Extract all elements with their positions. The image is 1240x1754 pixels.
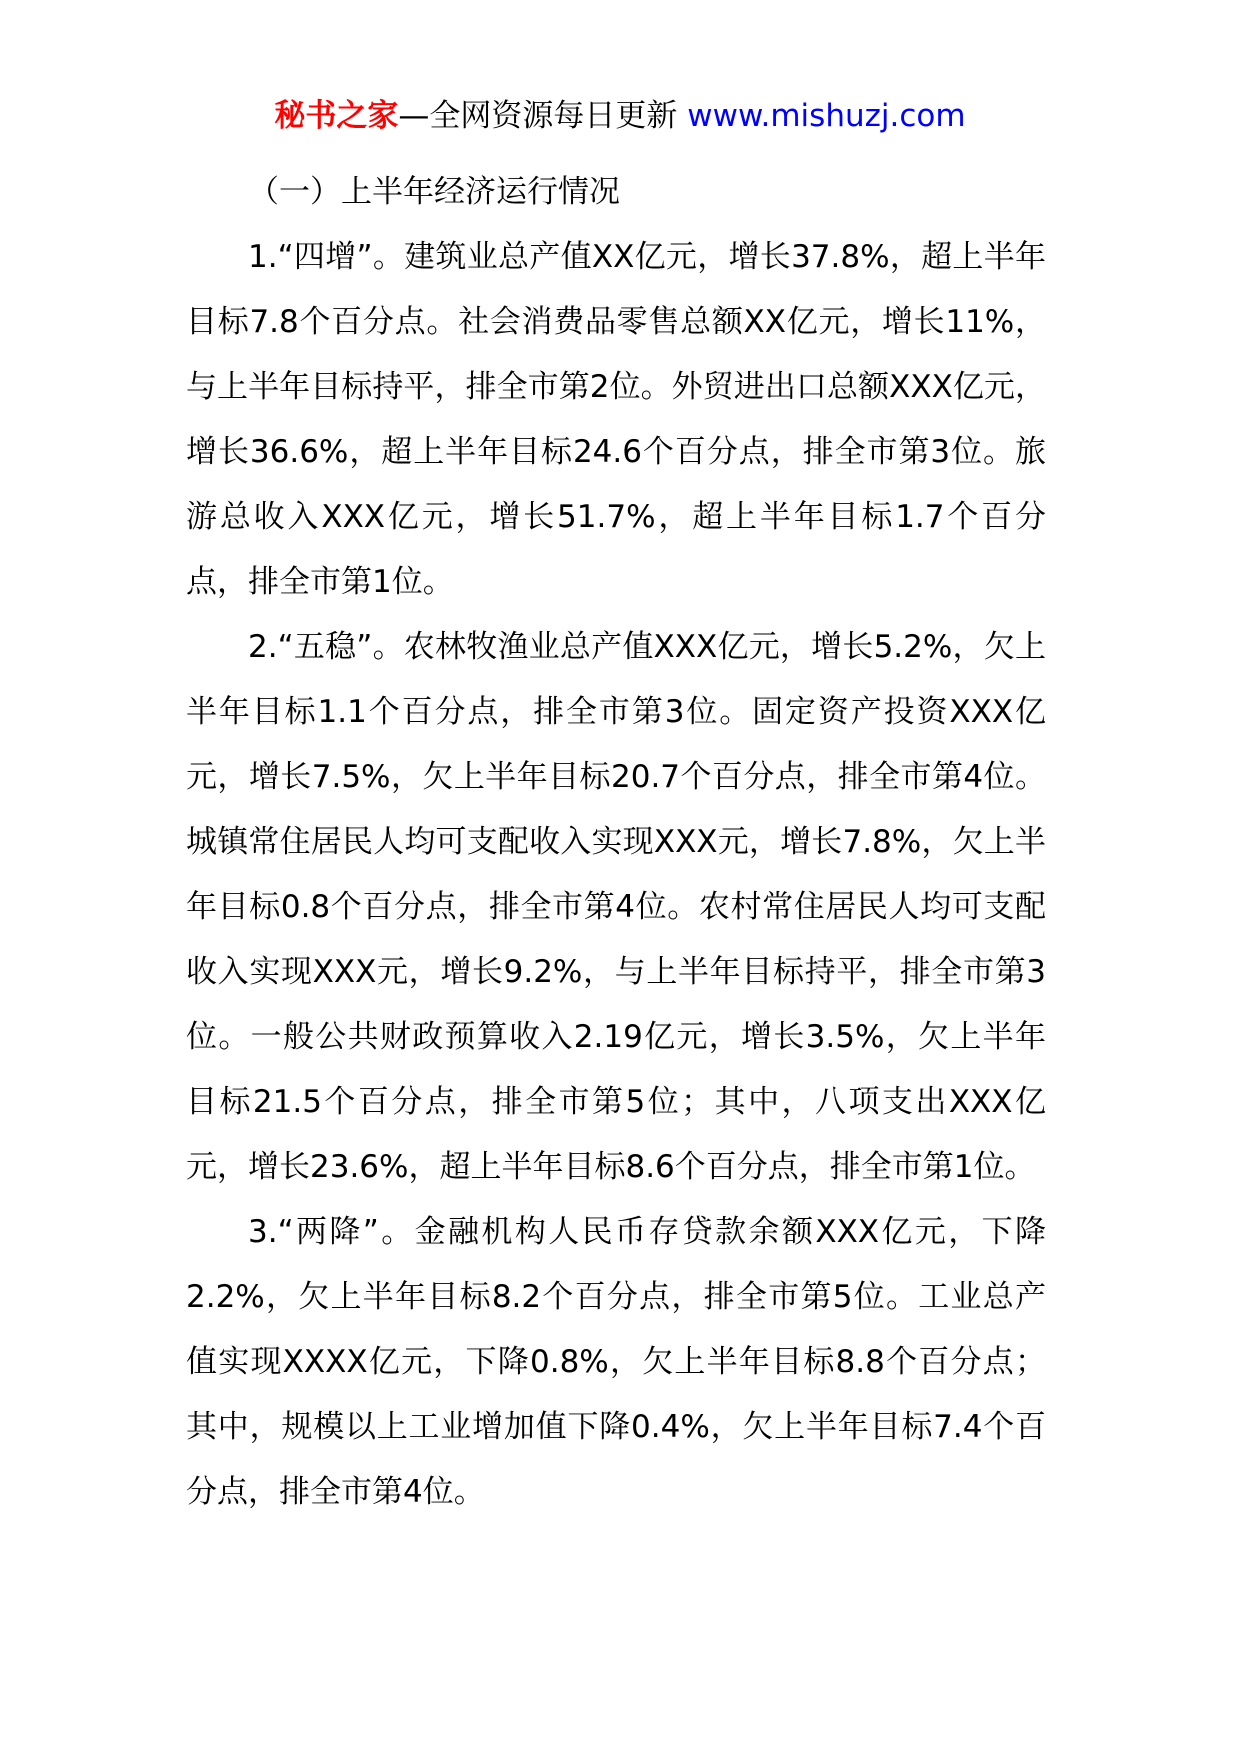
section-title: （一）上半年经济运行情况 xyxy=(248,174,620,210)
document-body xyxy=(186,160,1046,1525)
brand-name: 秘书之家 xyxy=(274,98,399,134)
paragraph-four-increases: 1.“四增”。建筑业总产值XX亿元，增长37.8%，超上半年目标7.8个百分点。社会消费品零售总额XX亿元，增长11%，与上半年目标持平，排全市第2位。外贸进出口总额XXX亿元，增长36.6%，超上半年目标24.6个百分点，排全市第3位。旅游总收入XXX亿元，增长51.7%，超上半年目标1.7个百分点，排全市第1位。 xyxy=(186,239,1046,600)
page-header xyxy=(0,96,1240,136)
header-tagline: —全网资源每日更新 xyxy=(398,98,678,134)
paragraph-five-stable: 2.“五稳”。农林牧渔业总产值XXX亿元，增长5.2%，欠上半年目标1.1个百分点，排全市第3位。固定资产投资XXX亿元，增长7.5%，欠上半年目标20.7个百分点，排全市第4位。城镇常住居民人均可支配收入实现XXX元，增长7.8%，欠上半年目标0.8个百分点，排全市第4位。农村常住居民人均可支配收入实现XXX元，增长9.2%，与上半年目标持平，排全市第3位。一般公共财政预算收入2.19亿元，增长3.5%，欠上半年目标21.5个百分点，排全市第5位；其中，八项支出XXX亿元，增长23.6%，超上半年目标8.6个百分点，排全市第1位。 xyxy=(186,629,1046,1185)
website-link[interactable]: www.mishuzj.com xyxy=(687,98,966,134)
paragraph-two-decreases: 3.“两降”。金融机构人民币存贷款余额XXX亿元，下降2.2%，欠上半年目标8.2个百分点，排全市第5位。工业总产值实现XXXX亿元，下降0.8%，欠上半年目标8.8个百分点；其中，规模以上工业增加值下降0.4%，欠上半年目标7.4个百分点，排全市第4位。 xyxy=(186,1214,1046,1510)
